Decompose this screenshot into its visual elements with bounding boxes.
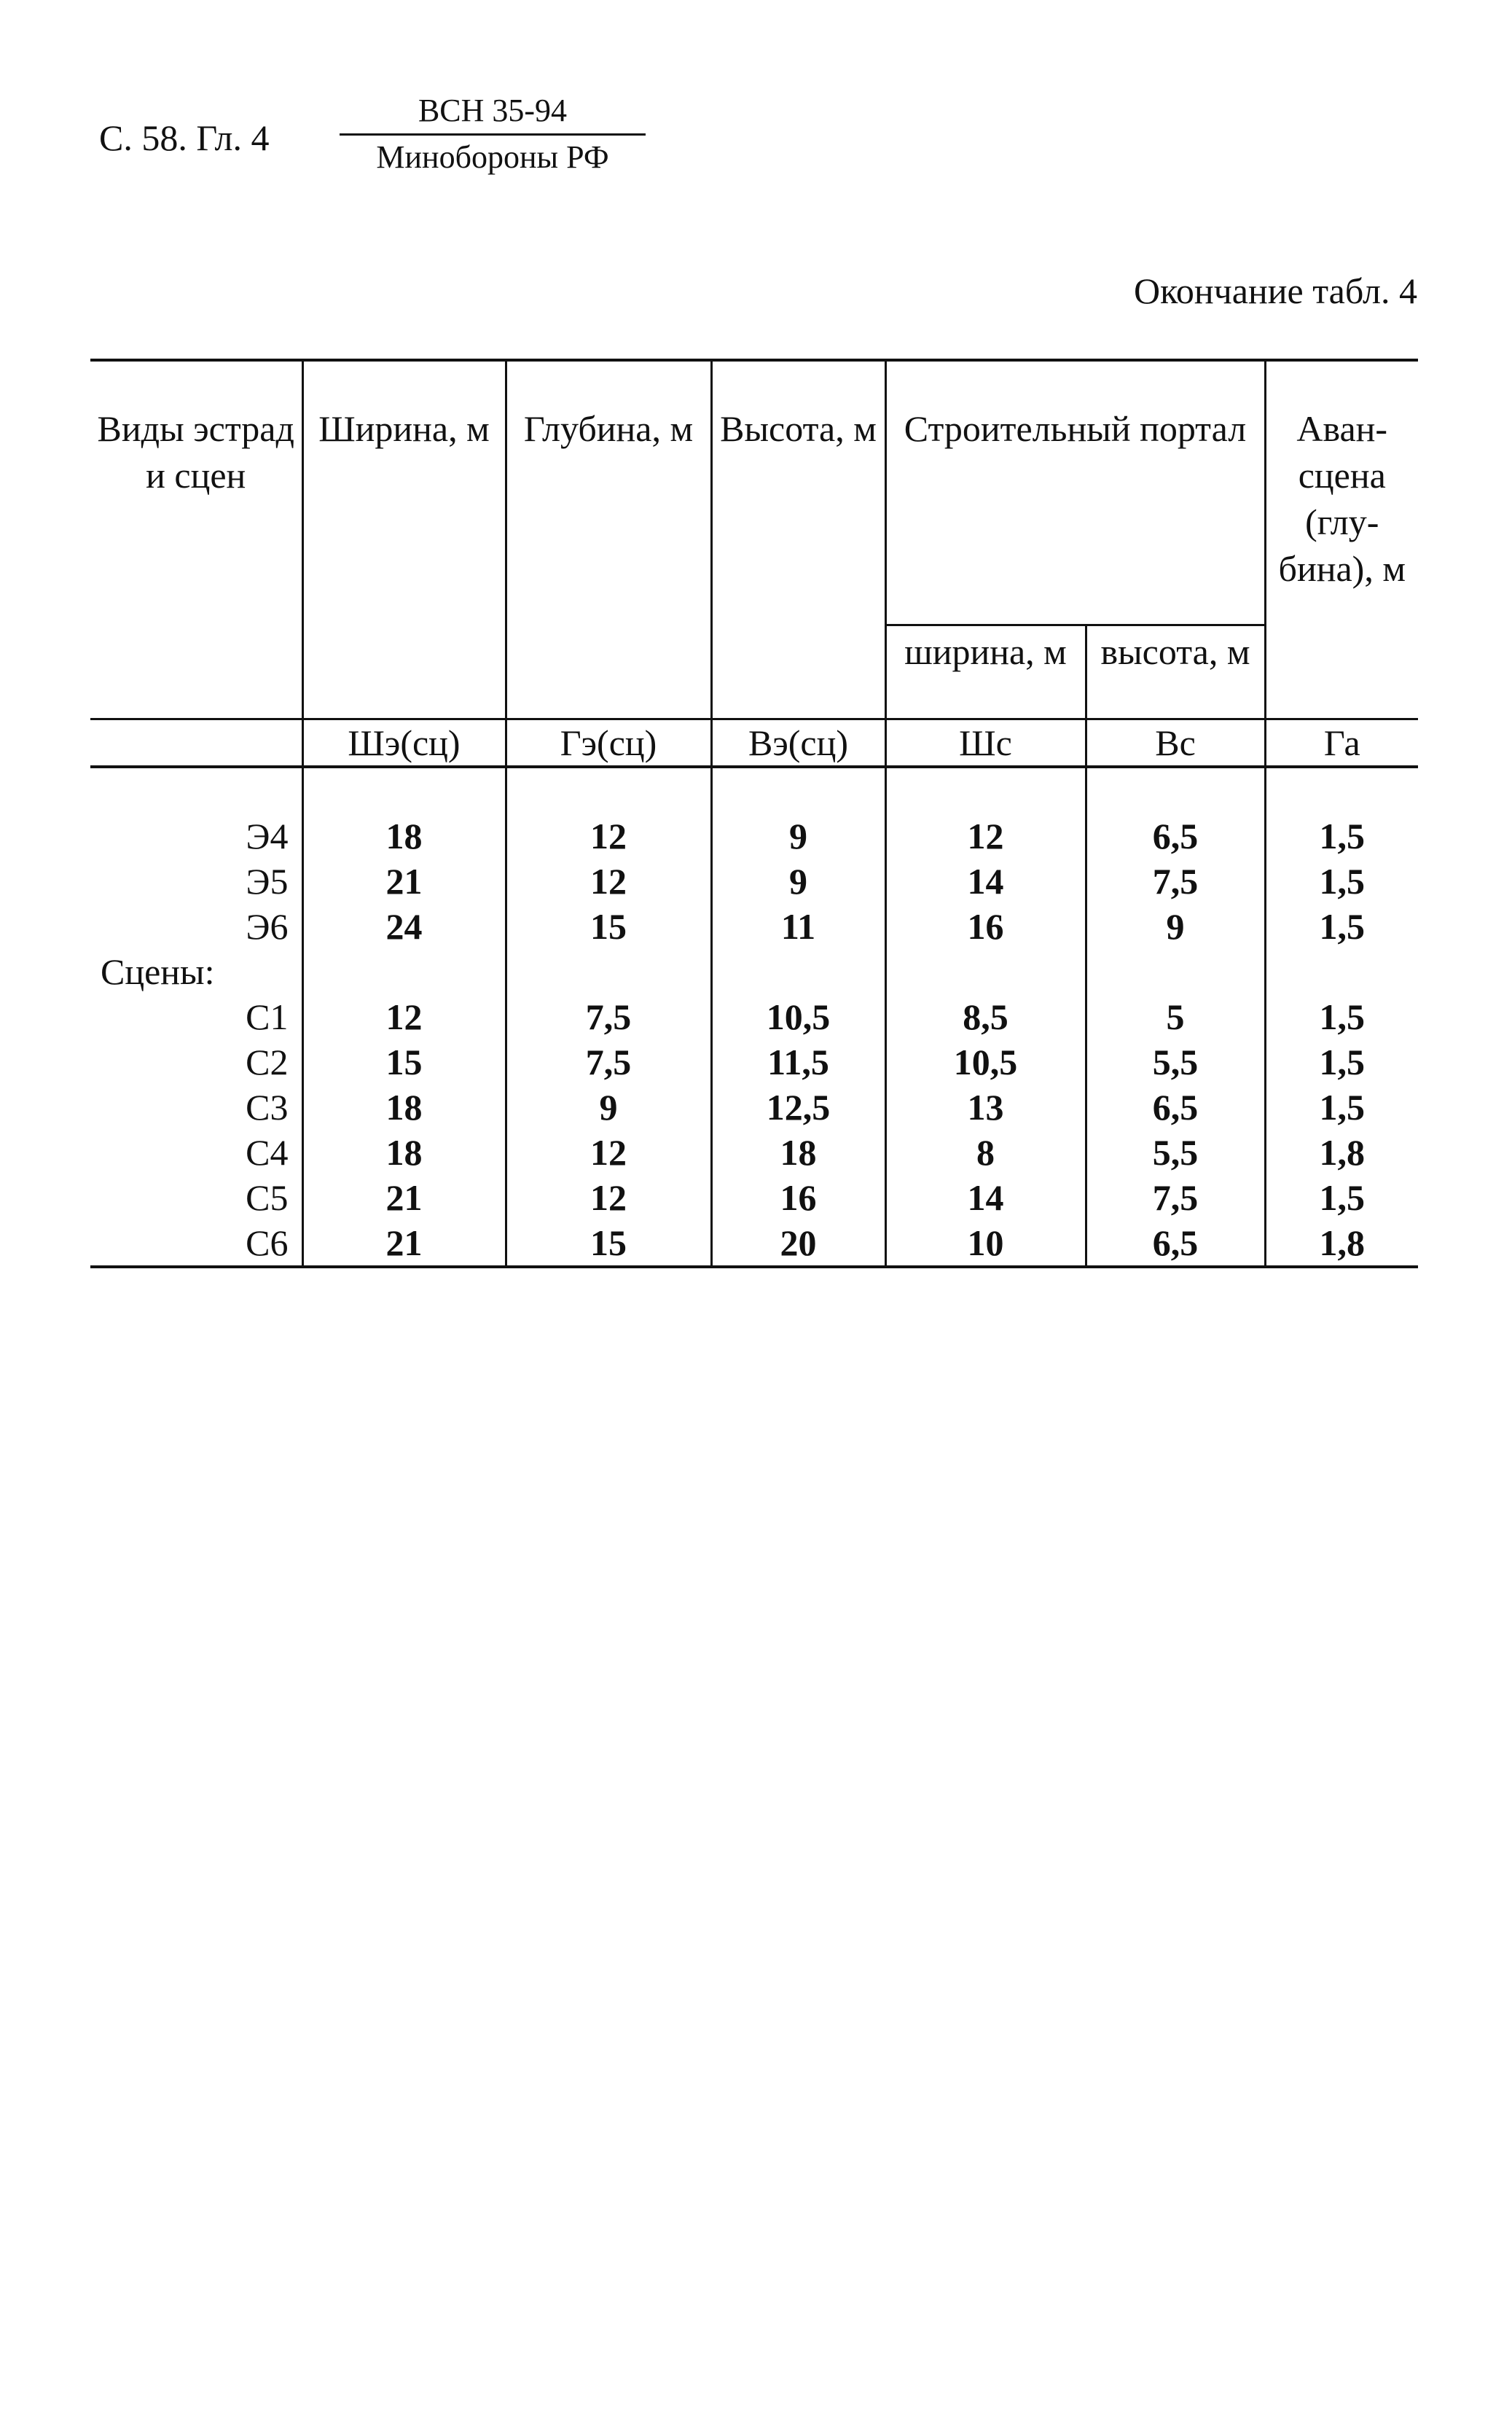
table-cell: 1,5 xyxy=(1319,816,1365,856)
header-portal: Строительный портал xyxy=(885,360,1265,625)
table-cell: 11 xyxy=(711,904,885,949)
document-code: ВСН 35-94 xyxy=(340,92,646,136)
table-cell: 1,5 xyxy=(1319,1042,1365,1082)
table-cell: 1,8 xyxy=(1265,1220,1418,1267)
table-cell: 10,5 xyxy=(711,994,885,1039)
table-cell-empty xyxy=(1265,949,1418,994)
dimensions-table xyxy=(90,359,1418,1268)
table-header xyxy=(90,360,1418,767)
table-cell: 7,5 xyxy=(1086,859,1265,904)
table-cell: 7,5 xyxy=(1086,1175,1265,1220)
header-portal-height: высота, м xyxy=(1086,625,1265,719)
table-row xyxy=(90,767,1418,859)
table-row xyxy=(90,1220,1418,1267)
table-cell: 12 xyxy=(302,994,506,1039)
table-row xyxy=(90,859,1418,904)
symbol-cell: Вс xyxy=(1086,719,1265,768)
table-cell-empty xyxy=(711,949,885,994)
table-cell-empty xyxy=(506,949,711,994)
table-row xyxy=(90,1130,1418,1175)
table-cell: 18 xyxy=(302,1130,506,1175)
row-name: С3 xyxy=(90,1085,302,1130)
table-cell: 1,5 xyxy=(1319,1177,1365,1218)
table-cell: 12 xyxy=(506,1130,711,1175)
symbol-cell: Вэ(сц) xyxy=(711,719,885,768)
table-cell: 20 xyxy=(711,1220,885,1267)
table-cell: 24 xyxy=(302,904,506,949)
table-cell: 16 xyxy=(711,1175,885,1220)
table-row xyxy=(90,1039,1418,1085)
page-header xyxy=(99,92,653,201)
header-height: Высота, м xyxy=(711,360,885,719)
table-cell-empty xyxy=(885,949,1086,994)
row-name: С4 xyxy=(90,1130,302,1175)
table-cell: 15 xyxy=(506,1220,711,1267)
table-cell: 15 xyxy=(302,1039,506,1085)
table-cell: 12,5 xyxy=(711,1085,885,1130)
row-name: С5 xyxy=(90,1175,302,1220)
section-row xyxy=(90,949,1418,994)
symbol-cell: Шс xyxy=(885,719,1086,768)
row-name: С2 xyxy=(90,1039,302,1085)
table-body xyxy=(90,767,1418,1267)
table-cell: 9 xyxy=(506,1085,711,1130)
table-cell: 6,5 xyxy=(1086,767,1265,859)
table-cell: 1,5 xyxy=(1319,1087,1365,1128)
symbols-row xyxy=(90,719,1418,768)
table-cell: 12 xyxy=(506,1175,711,1220)
table-cell: 12 xyxy=(506,767,711,859)
header-portal-width: ширина, м xyxy=(885,625,1086,719)
table-cell: 18 xyxy=(302,767,506,859)
table-cell: 8,5 xyxy=(885,994,1086,1039)
document-designation xyxy=(340,92,646,176)
table-row xyxy=(90,1085,1418,1130)
table-cell-empty xyxy=(302,949,506,994)
table-cell: 5 xyxy=(1086,994,1265,1039)
table-cell: 10 xyxy=(885,1220,1086,1267)
header-width: Ширина, м xyxy=(302,360,506,719)
table-cell: 18 xyxy=(302,1085,506,1130)
table-cell: 21 xyxy=(302,1175,506,1220)
table-row xyxy=(90,994,1418,1039)
header-forestage: Аван-сцена (глу-бина), м xyxy=(1265,360,1418,719)
symbol-cell: Га xyxy=(1265,719,1418,768)
symbol-cell: Шэ(сц) xyxy=(302,719,506,768)
table-cell: 15 xyxy=(506,904,711,949)
table-cell: 7,5 xyxy=(506,1039,711,1085)
table-row xyxy=(90,904,1418,949)
table-cell: 1,8 xyxy=(1319,1132,1365,1173)
dimensions-table-container xyxy=(90,359,1418,1268)
table-cell: 14 xyxy=(885,1175,1086,1220)
table-cell: 14 xyxy=(885,859,1086,904)
row-name: С1 xyxy=(90,994,302,1039)
row-name: Э4 xyxy=(90,767,302,859)
row-name: С6 xyxy=(90,1220,302,1267)
table-cell-empty xyxy=(1086,949,1265,994)
symbol-cell: Гэ(сц) xyxy=(506,719,711,768)
table-cell: 7,5 xyxy=(506,994,711,1039)
page-reference: С. 58. Гл. 4 xyxy=(99,117,270,158)
table-cell: 21 xyxy=(302,1220,506,1267)
table-cell: 9 xyxy=(711,767,885,859)
table-cell: 8 xyxy=(885,1130,1086,1175)
table-cell: 21 xyxy=(302,859,506,904)
table-cell: 12 xyxy=(506,859,711,904)
table-cell: 18 xyxy=(711,1130,885,1175)
table-caption: Окончание табл. 4 xyxy=(1134,270,1417,311)
table-cell: 9 xyxy=(1086,904,1265,949)
table-cell: 1,5 xyxy=(1319,906,1365,947)
row-name: Э5 xyxy=(90,859,302,904)
header-depth: Глубина, м xyxy=(506,360,711,719)
table-cell: 6,5 xyxy=(1086,1220,1265,1267)
row-name: Э6 xyxy=(90,904,302,949)
section-label: Сцены: xyxy=(90,949,302,994)
table-cell: 16 xyxy=(885,904,1086,949)
table-cell: 1,5 xyxy=(1319,861,1365,902)
table-cell: 6,5 xyxy=(1086,1085,1265,1130)
table-cell: 1,5 xyxy=(1319,996,1365,1037)
table-cell: 5,5 xyxy=(1086,1130,1265,1175)
issuing-agency: Минобороны РФ xyxy=(376,139,609,175)
table-cell: 12 xyxy=(885,767,1086,859)
table-cell: 11,5 xyxy=(711,1039,885,1085)
header-types: Виды эстрад и сцен xyxy=(90,360,302,719)
table-cell: 13 xyxy=(885,1085,1086,1130)
table-cell: 10,5 xyxy=(885,1039,1086,1085)
table-cell: 5,5 xyxy=(1086,1039,1265,1085)
symbol-cell-empty xyxy=(90,719,302,768)
table-row xyxy=(90,1175,1418,1220)
table-cell: 9 xyxy=(711,859,885,904)
